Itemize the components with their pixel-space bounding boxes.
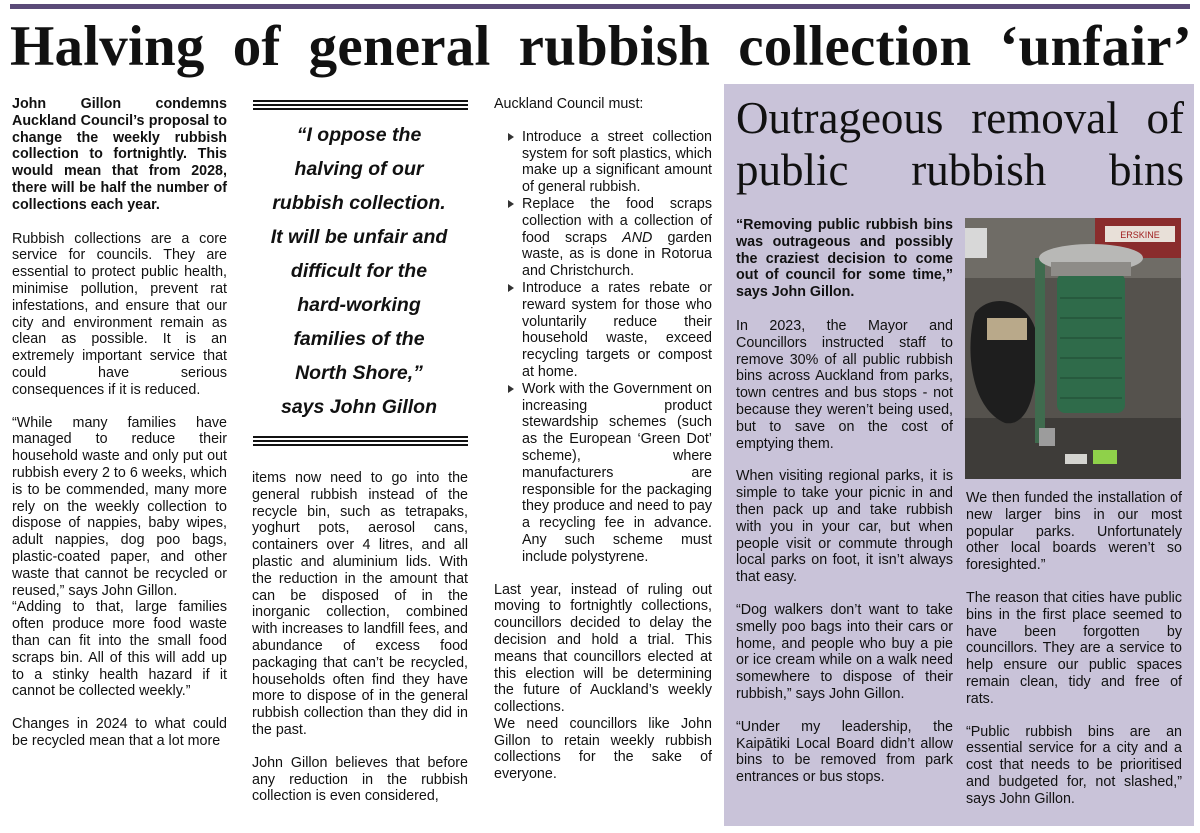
paragraph: “While many families have managed to reduce their household waste and only put out rubbish every 2 to 6 weeks, which is to be commended, many more rely on the weekly collection to dispose of nappies, baby wipes, adult nappies, dog poo bags, plastic-coated paper, and other waste that cannot be recycled or reused,” says John Gillon. bbox=[12, 414, 227, 599]
quote-line: It will be unfair and bbox=[270, 226, 448, 248]
paragraph: The reason that cities have public bins in the first place seemed to have been forgotten by councillors. They are a service to help ensure our public spaces remain clean, tidy and free of rats. bbox=[966, 589, 1182, 707]
pull-quote bbox=[248, 118, 470, 424]
panel-column-2 bbox=[966, 490, 1182, 824]
paragraph: “Dog walkers don’t want to take smelly poo bags into their cars or home, and people who buy a pie or ice cream while on a walk need somewhere to dispose of their rubbish,” says John Gillon. bbox=[736, 601, 953, 702]
list-item: Replace the food scraps collection with a collection of food scraps AND garden waste, as is done in Rotorua and Christchurch. bbox=[494, 196, 712, 280]
paragraph: In 2023, the Mayor and Councillors instructed staff to remove 30% of all public rubbish bins across Auckland from parks, town centres and bus stops - not because they weren’t being used, but to save on the cost of emptying them. bbox=[736, 317, 953, 452]
rubbish-bin-photo bbox=[965, 218, 1181, 479]
column-2 bbox=[252, 470, 468, 821]
quote-line: families of the bbox=[293, 328, 425, 350]
paragraph: We then funded the installation of new larger bins in our most popular parks. Unfortunately other local boards weren’t so foresighted.” bbox=[966, 490, 1182, 574]
quote-attribution: says John Gillon bbox=[280, 396, 438, 418]
list-item: Introduce a rates rebate or reward system for those who voluntarily reduce their household waste, exceed recycling targets or compost at home. bbox=[494, 280, 712, 381]
paragraph: Changes in 2024 to what could be recycled mean that a lot more bbox=[12, 716, 227, 749]
quote-rule-bottom bbox=[253, 436, 468, 448]
paragraph: John Gillon believes that before any reduction in the rubbish collection is even considered, bbox=[252, 754, 468, 805]
paragraph: “Public rubbish bins are an essential service for a city and a cost that needs to be prioritised and budgeted for, not slashed,” says John Gillon. bbox=[966, 723, 1182, 807]
headline: Halving of general rubbish collection ‘unfair’ bbox=[10, 15, 1192, 78]
paragraph: Last year, instead of ruling out moving to fortnightly collections, councillors decided to delay the decision and hold a trial. This means that councillors elected at this election will be determining the future of Auckland’s weekly collections. bbox=[494, 581, 712, 716]
quote-line: hard-working bbox=[297, 294, 421, 316]
paragraph: We need councillors like John Gillon to retain weekly rubbish collections for the sake of everyone. bbox=[494, 715, 712, 783]
column-1 bbox=[12, 96, 227, 766]
list-item: Introduce a street collection system for soft plastics, which make up a significant amount of general rubbish. bbox=[494, 129, 712, 196]
column-3 bbox=[494, 96, 712, 799]
panel-column-1 bbox=[736, 217, 953, 802]
photo-sign-text: ERSKINE bbox=[1120, 230, 1160, 240]
emphasis: AND bbox=[622, 229, 653, 246]
quote-line: halving of our bbox=[294, 158, 424, 180]
panel-title: Outrageous removal of public rubbish bins bbox=[736, 93, 1184, 195]
paragraph: “Adding to that, large families often produce more food waste than can fit into the small food scraps bin. All of this will add up to a stinky health hazard if it cannot be collected weekly.” bbox=[12, 599, 227, 700]
paragraph: When visiting regional parks, it is simple to take your picnic in and then pack up and take rubbish with you in your car, but when people visit or commute through local parks on foot, it isn’t always that easy. bbox=[736, 468, 953, 586]
lede-paragraph: “Removing public rubbish bins was outrageous and possibly the craziest decision to come out of council for some time,” says John Gillon. bbox=[736, 217, 953, 301]
quote-rule-top bbox=[253, 100, 468, 112]
quote-line: rubbish collection. bbox=[272, 192, 446, 214]
paragraph: items now need to go into the general rubbish instead of the recycle bin, such as tetrapaks, yoghurt pots, aerosol cans, containers over 4 litres, and all plastic and aluminium lids. With the reduction in the amount that can be disposed of in the inorganic collection, combined with increases to landfill fees, and abundance of excess food packaging that can’t be recycled, households often find they have more to dispose of in the general rubbish collection than they did in the past. bbox=[252, 470, 468, 738]
list-item: Work with the Government on increasing product stewardship schemes (such as the European ‘Green Dot’ scheme), where manufacturers are responsible for the packaging they produce and need to pay a recycling fee in advance. Any such scheme must include polystyrene. bbox=[494, 381, 712, 566]
paragraph: “Under my leadership, the Kaipātiki Local Board didn’t allow bins to be removed from park entrances or bus stops. bbox=[736, 718, 953, 786]
quote-line: “I oppose the bbox=[296, 124, 422, 146]
top-rule bbox=[10, 4, 1190, 9]
lede-paragraph: John Gillon condemns Auckland Council’s proposal to change the weekly rubbish collection to fortnightly. This would mean that from 2028, there will be half the number of collections each year. bbox=[12, 96, 227, 213]
demands-list bbox=[494, 129, 712, 566]
paragraph: Rubbish collections are a core service for councils. They are essential to protect public health, minimise pollution, prevent rat infestations, and ensure that our city and environment remain as clean as possible. It is an extremely important service that could have serious consequences if it is reduced. bbox=[12, 230, 227, 398]
intro-line: Auckland Council must: bbox=[494, 96, 644, 112]
quote-line: North Shore,” bbox=[295, 362, 423, 384]
quote-line: difficult for the bbox=[290, 260, 428, 282]
